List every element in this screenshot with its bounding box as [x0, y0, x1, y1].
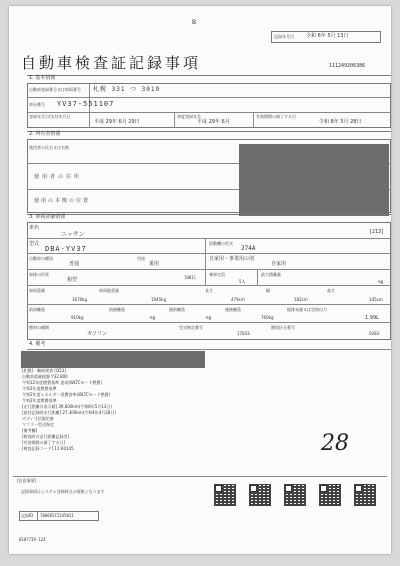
vehicle-section-title: 3. 車両詳細情報 — [29, 214, 66, 220]
first-reg-value: 平成 29年 6月 29日 — [94, 119, 140, 125]
owner-addr-label: 使用者の住所 — [34, 174, 83, 180]
model-value: DBA-YV37 — [45, 245, 87, 253]
length-label: 長さ — [205, 288, 213, 293]
remark-line: マフラー型式指定 — [22, 422, 54, 427]
qr-code-icon — [214, 484, 236, 506]
remark-line: 令和12年度燃費基準 達成(WLTCモード燃費) — [22, 380, 102, 385]
remark-line: 自動車重量税額 Y32,800 — [22, 374, 68, 379]
qr-code-icon — [284, 484, 306, 506]
remarks-section-title: 4. 備考 — [29, 341, 46, 347]
capacity-value: 5人 — [239, 279, 246, 284]
document-number: 111249206386 — [329, 63, 366, 69]
max-load-value: -kg — [377, 279, 384, 284]
kind-label: 自動車の種別 — [29, 256, 53, 261]
basic-section-title: 1. 基本情報 — [29, 75, 56, 81]
shape-label: 車体の形状 — [29, 272, 49, 277]
category-value: 0283 — [369, 331, 380, 336]
shape-value: 箱型 — [67, 277, 78, 283]
capacity-label: 乗車定員 — [209, 272, 225, 277]
kind-value: 普通 — [69, 261, 80, 267]
vehicle-inspection-certificate — [9, 6, 391, 554]
owner-redaction — [239, 144, 389, 216]
remark-line: [検査時の走行距離記録者] — [22, 434, 70, 439]
qr-code-icon — [319, 484, 341, 506]
record-id-value: 786665F2245811 — [40, 513, 74, 518]
weight-label: 車両重量 — [29, 288, 45, 293]
reg-label: 自動車登録番号又は車両番号 — [29, 87, 81, 92]
mid-front-value: -kg — [149, 315, 156, 320]
length-value: 479cm — [231, 297, 245, 302]
remark-line: ボディ寸法測定値 — [22, 416, 54, 421]
use-label: 用途 — [137, 256, 145, 261]
remark-line: [札幌]・継続検査 [O53] — [22, 368, 66, 373]
front-axle-value: 910kg — [71, 315, 84, 320]
expiry-value: 令和 8年 5月 28日 — [319, 119, 362, 125]
vin-value: YV37-551107 — [57, 100, 115, 108]
remark-line: [有効期間の満了する日] — [22, 440, 66, 445]
qr-code-icon — [249, 484, 271, 506]
issue-date-label: 記録年月日 — [274, 34, 294, 39]
fuel-label: 燃料の種類 — [29, 325, 49, 330]
front-axle-label: 前前軸重 — [29, 307, 45, 312]
base-label: 使用の本拠の位置 — [34, 198, 91, 204]
note-title: [注意事項] — [17, 478, 37, 483]
fuel-value: ガソリン — [87, 331, 108, 337]
reg-value: 札幌 331 つ 3019 — [93, 86, 161, 93]
remark-line: 令和2年度燃費基準 — [22, 398, 57, 403]
type-no-label: 型式指定番号 — [179, 325, 203, 330]
weight-value: 1670kg — [72, 297, 88, 302]
maker-code: [213] — [369, 229, 385, 235]
remark-line: 令和2年度エネルギー消費効率(WLTCモード燃費) — [22, 392, 111, 397]
remarks-redaction — [21, 351, 205, 368]
width-label: 幅 — [266, 288, 270, 293]
expiry-label: 有効期間の満了する日 — [256, 114, 296, 119]
purpose-value: 自家用 — [271, 261, 287, 267]
type-no-value: 17833 — [237, 331, 250, 336]
use-value: 乗用 — [149, 261, 160, 267]
purpose-label: 自家用・事業用の別 — [209, 256, 255, 262]
mid-rear-label: 後前軸重 — [169, 307, 185, 312]
qr-code-icon — [354, 484, 376, 506]
first-year-value: 平成 29年 6月 — [197, 119, 230, 125]
document-title: 自動車検査証記録事項 — [21, 54, 202, 72]
gross-value: 1945kg — [151, 297, 167, 302]
gross-label: 車両総重量 — [99, 288, 119, 293]
issue-date: 令和 6年 5月 13日 — [306, 33, 349, 39]
owner-section-title: 2. 所有者情報 — [29, 131, 61, 137]
category-label: 類別区分番号 — [271, 325, 295, 330]
remark-line: [検査記録コード] 11-00145 — [22, 446, 74, 451]
remark-line: [走行距離計表示値] 39,600km(令和6年5月13日) — [22, 404, 112, 409]
first-reg-label: 登録年月日/交付年月日 — [29, 114, 71, 119]
remark-line: [備考欄] — [22, 428, 38, 433]
model-label: 型式 — [29, 241, 40, 247]
handwritten-number: 28 — [321, 431, 349, 456]
first-year-label: 初度登録年月 — [177, 114, 201, 119]
vin-label: 車台番号 — [29, 102, 45, 107]
height-value: 145cm — [369, 297, 383, 302]
mid-front-label: 前後軸重 — [109, 307, 125, 312]
height-label: 高さ — [327, 288, 335, 293]
remark-line: 令和2年度燃費基準 — [22, 386, 57, 391]
record-id-label: 記録ID — [21, 513, 34, 518]
maker-value: ニッサン — [61, 231, 85, 238]
maker-label: 車名 — [29, 225, 40, 231]
note-text: 記録事項はシステム登録時点の情報となります — [21, 489, 105, 494]
rear-axle-value: 760kg — [261, 315, 274, 320]
mid-rear-value: -kg — [205, 315, 212, 320]
engine-value: 274A — [241, 245, 256, 252]
width-value: 182cm — [294, 297, 308, 302]
owner-name-label: 使用者の氏名又は名称 — [29, 145, 69, 150]
engine-label: 原動機の型式 — [209, 241, 233, 246]
top-mark: B — [192, 19, 197, 26]
displacement-label: 総排気量又は定格出力 — [287, 307, 327, 312]
shape-code: [001] — [184, 275, 197, 280]
displacement-value: 1.99L — [365, 315, 379, 321]
remark-line: [前回記録時走行距離] 27,300km(令和4年4月28日) — [22, 410, 116, 415]
rear-axle-label: 後後軸重 — [225, 307, 241, 312]
max-load-label: 最大積載量 — [261, 272, 281, 277]
bottom-code: 0107739-124 — [19, 537, 46, 542]
